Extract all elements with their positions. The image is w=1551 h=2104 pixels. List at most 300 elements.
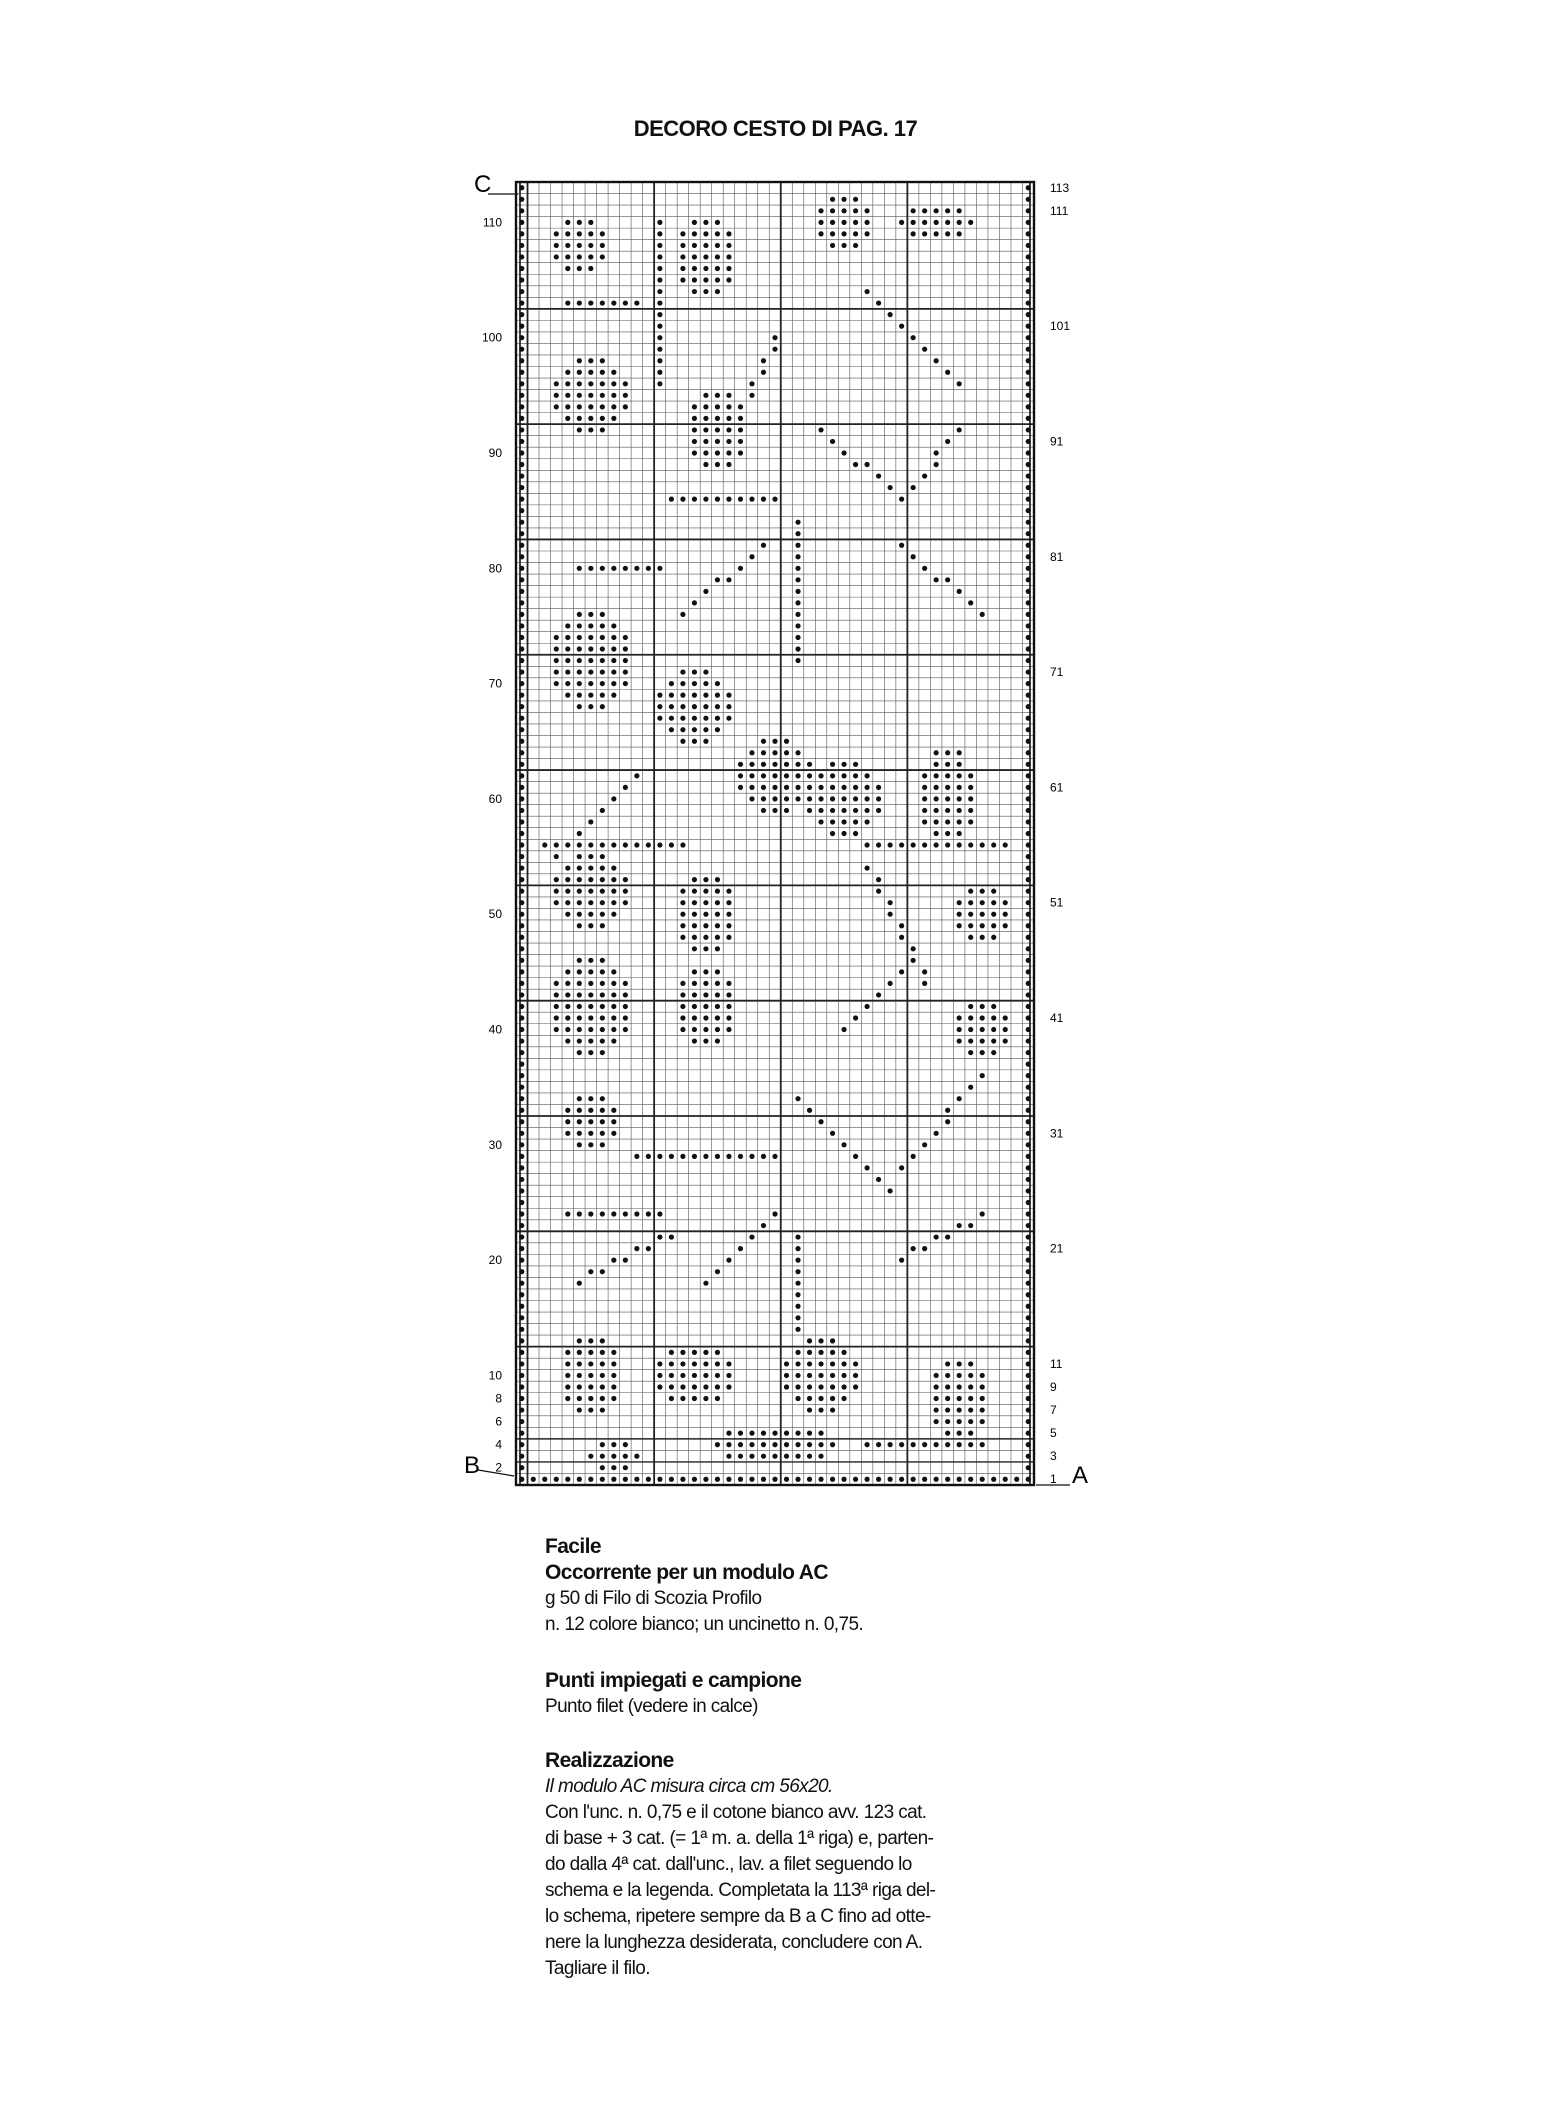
filled-square bbox=[818, 796, 823, 801]
filled-square bbox=[726, 497, 731, 502]
filled-square bbox=[623, 681, 628, 686]
filled-square bbox=[554, 393, 559, 398]
filled-square bbox=[957, 1096, 962, 1101]
filled-square bbox=[519, 324, 524, 329]
filled-square bbox=[715, 254, 720, 259]
filled-square bbox=[830, 197, 835, 202]
filled-square bbox=[807, 1407, 812, 1412]
filled-square bbox=[795, 1477, 800, 1482]
filled-square bbox=[784, 808, 789, 813]
filled-square bbox=[588, 646, 593, 651]
filled-square bbox=[980, 900, 985, 905]
filled-square bbox=[680, 1477, 685, 1482]
filled-square bbox=[519, 347, 524, 352]
filled-square bbox=[588, 819, 593, 824]
filled-square bbox=[726, 266, 731, 271]
filled-square bbox=[761, 796, 766, 801]
filled-square bbox=[957, 1442, 962, 1447]
filled-square bbox=[968, 1085, 973, 1090]
right-row-label: 113 bbox=[1050, 180, 1070, 195]
filled-square bbox=[957, 785, 962, 790]
filled-square bbox=[519, 981, 524, 986]
filled-square bbox=[1026, 646, 1031, 651]
filled-square bbox=[703, 1015, 708, 1020]
filled-square bbox=[519, 600, 524, 605]
filled-square bbox=[957, 1384, 962, 1389]
filled-square bbox=[680, 693, 685, 698]
filled-square bbox=[657, 716, 662, 721]
filled-square bbox=[600, 612, 605, 617]
filled-square bbox=[715, 969, 720, 974]
filled-square bbox=[646, 1246, 651, 1251]
filled-square bbox=[784, 1477, 789, 1482]
filled-square bbox=[600, 254, 605, 259]
filled-square bbox=[830, 1396, 835, 1401]
filled-square bbox=[772, 785, 777, 790]
filled-square bbox=[934, 808, 939, 813]
filled-square bbox=[818, 1442, 823, 1447]
filled-square bbox=[692, 427, 697, 432]
making-intro: Il modulo AC misura circa cm 56x20. bbox=[545, 1776, 833, 1797]
filled-square bbox=[1003, 912, 1008, 917]
filled-square bbox=[830, 208, 835, 213]
filled-square bbox=[623, 1211, 628, 1216]
filled-square bbox=[864, 289, 869, 294]
filled-square bbox=[795, 543, 800, 548]
filled-square bbox=[841, 1350, 846, 1355]
filled-square bbox=[577, 1108, 582, 1113]
filled-square bbox=[841, 773, 846, 778]
filled-square bbox=[692, 912, 697, 917]
filled-square bbox=[991, 1004, 996, 1009]
filled-square bbox=[692, 600, 697, 605]
filled-square bbox=[600, 1027, 605, 1032]
filled-square bbox=[680, 912, 685, 917]
filled-square bbox=[1026, 1050, 1031, 1055]
filled-square bbox=[692, 716, 697, 721]
filled-square bbox=[738, 427, 743, 432]
filled-square bbox=[519, 635, 524, 640]
filled-square bbox=[726, 427, 731, 432]
filled-square bbox=[830, 1477, 835, 1482]
filled-square bbox=[577, 1477, 582, 1482]
filled-square bbox=[726, 1384, 731, 1389]
filled-square bbox=[657, 277, 662, 282]
filled-square bbox=[841, 197, 846, 202]
filled-square bbox=[680, 716, 685, 721]
filled-square bbox=[715, 497, 720, 502]
filled-square bbox=[692, 693, 697, 698]
filled-square bbox=[957, 208, 962, 213]
filled-square bbox=[830, 1407, 835, 1412]
filled-square bbox=[600, 669, 605, 674]
filled-square bbox=[577, 1004, 582, 1009]
filled-square bbox=[519, 1154, 524, 1159]
filled-square bbox=[703, 981, 708, 986]
filled-square bbox=[818, 1477, 823, 1482]
filled-square bbox=[577, 404, 582, 409]
filled-square bbox=[703, 1361, 708, 1366]
filled-square bbox=[980, 1027, 985, 1032]
filled-square bbox=[588, 1038, 593, 1043]
filled-square bbox=[957, 1223, 962, 1228]
filled-square bbox=[922, 808, 927, 813]
right-row-label: 21 bbox=[1050, 1241, 1064, 1256]
filled-square bbox=[588, 1131, 593, 1136]
filled-square bbox=[899, 497, 904, 502]
filled-square bbox=[715, 1027, 720, 1032]
filled-square bbox=[577, 370, 582, 375]
filled-square bbox=[726, 254, 731, 259]
filled-square bbox=[588, 1211, 593, 1216]
filled-square bbox=[864, 865, 869, 870]
filled-square bbox=[577, 1211, 582, 1216]
filled-square bbox=[715, 220, 720, 225]
filled-square bbox=[1026, 1419, 1031, 1424]
filled-square bbox=[957, 1361, 962, 1366]
filled-square bbox=[588, 1477, 593, 1482]
filled-square bbox=[726, 704, 731, 709]
filled-square bbox=[761, 1477, 766, 1482]
filled-square bbox=[888, 1477, 893, 1482]
filled-square bbox=[519, 254, 524, 259]
filled-square bbox=[957, 1015, 962, 1020]
filled-square bbox=[600, 923, 605, 928]
filled-square bbox=[715, 393, 720, 398]
chart-filled-squares bbox=[519, 185, 1031, 1482]
filled-square bbox=[1026, 1442, 1031, 1447]
filled-square bbox=[715, 404, 720, 409]
filled-square bbox=[611, 669, 616, 674]
filled-square bbox=[646, 1211, 651, 1216]
materials-line: g 50 di Filo di Scozia Profilo bbox=[545, 1588, 762, 1609]
filled-square bbox=[841, 208, 846, 213]
filled-square bbox=[646, 1477, 651, 1482]
filled-square bbox=[657, 358, 662, 363]
filled-square bbox=[692, 231, 697, 236]
corner-label-c: C bbox=[474, 171, 492, 198]
filled-square bbox=[991, 1015, 996, 1020]
filled-square bbox=[761, 1442, 766, 1447]
filled-square bbox=[565, 865, 570, 870]
filled-square bbox=[749, 1477, 754, 1482]
filled-square bbox=[715, 1269, 720, 1274]
filled-square bbox=[841, 1396, 846, 1401]
filled-square bbox=[565, 1396, 570, 1401]
filled-square bbox=[749, 1234, 754, 1239]
filled-square bbox=[703, 889, 708, 894]
filled-square bbox=[1026, 750, 1031, 755]
filled-square bbox=[761, 543, 766, 548]
filled-square bbox=[715, 439, 720, 444]
filled-square bbox=[657, 381, 662, 386]
right-row-label: 41 bbox=[1050, 1010, 1064, 1025]
filled-square bbox=[795, 646, 800, 651]
filled-square bbox=[657, 1211, 662, 1216]
filled-square bbox=[715, 1015, 720, 1020]
filled-square bbox=[519, 1338, 524, 1343]
filled-square bbox=[554, 1477, 559, 1482]
filled-square bbox=[703, 589, 708, 594]
filled-square bbox=[1026, 981, 1031, 986]
filled-square bbox=[899, 1165, 904, 1170]
filled-square bbox=[784, 1442, 789, 1447]
filled-square bbox=[519, 1454, 524, 1459]
filled-square bbox=[749, 785, 754, 790]
filled-square bbox=[795, 577, 800, 582]
filled-square bbox=[577, 658, 582, 663]
filled-square bbox=[991, 912, 996, 917]
filled-square bbox=[554, 1004, 559, 1009]
filled-square bbox=[669, 1396, 674, 1401]
filled-square bbox=[565, 658, 570, 663]
filled-square bbox=[1026, 243, 1031, 248]
filled-square bbox=[911, 208, 916, 213]
filled-square bbox=[600, 958, 605, 963]
filled-square bbox=[588, 1407, 593, 1412]
filled-square bbox=[600, 1050, 605, 1055]
filled-square bbox=[864, 208, 869, 213]
filled-square bbox=[623, 1004, 628, 1009]
filled-square bbox=[519, 1477, 524, 1482]
filled-square bbox=[519, 220, 524, 225]
filled-square bbox=[888, 1188, 893, 1193]
filled-square bbox=[680, 1004, 685, 1009]
filled-square bbox=[703, 935, 708, 940]
filled-square bbox=[588, 1338, 593, 1343]
filled-square bbox=[1026, 1062, 1031, 1067]
filled-square bbox=[807, 1361, 812, 1366]
filled-square bbox=[853, 462, 858, 467]
filled-square bbox=[957, 750, 962, 755]
filled-square bbox=[623, 992, 628, 997]
filled-square bbox=[934, 831, 939, 836]
filled-square bbox=[945, 439, 950, 444]
filled-square bbox=[588, 370, 593, 375]
filled-square bbox=[772, 808, 777, 813]
filled-square bbox=[934, 842, 939, 847]
filled-square bbox=[968, 600, 973, 605]
filled-square bbox=[565, 1211, 570, 1216]
filled-square bbox=[623, 635, 628, 640]
filled-square bbox=[611, 796, 616, 801]
filled-square bbox=[1026, 958, 1031, 963]
filled-square bbox=[957, 1373, 962, 1378]
filled-square bbox=[600, 393, 605, 398]
filled-square bbox=[818, 1119, 823, 1124]
filled-square bbox=[588, 243, 593, 248]
filled-square bbox=[968, 1361, 973, 1366]
filled-square bbox=[588, 693, 593, 698]
filled-square bbox=[703, 1281, 708, 1286]
filled-square bbox=[1026, 693, 1031, 698]
filled-square bbox=[772, 1211, 777, 1216]
filled-square bbox=[715, 289, 720, 294]
filled-square bbox=[577, 865, 582, 870]
filled-square bbox=[623, 404, 628, 409]
filled-square bbox=[818, 1407, 823, 1412]
filled-square bbox=[577, 992, 582, 997]
filled-square bbox=[795, 600, 800, 605]
left-row-label: 100 bbox=[481, 330, 502, 345]
filled-square bbox=[1026, 923, 1031, 928]
filled-square bbox=[1003, 1027, 1008, 1032]
filled-square bbox=[588, 623, 593, 628]
filled-square bbox=[703, 877, 708, 882]
filled-square bbox=[692, 877, 697, 882]
filled-square bbox=[565, 1477, 570, 1482]
filled-square bbox=[703, 923, 708, 928]
filled-square bbox=[519, 1234, 524, 1239]
filled-square bbox=[588, 877, 593, 882]
filled-square bbox=[899, 1477, 904, 1482]
filled-square bbox=[692, 992, 697, 997]
filled-square bbox=[1026, 543, 1031, 548]
filled-square bbox=[577, 923, 582, 928]
filled-square bbox=[1026, 1292, 1031, 1297]
filled-square bbox=[876, 796, 881, 801]
filled-square bbox=[588, 1027, 593, 1032]
filled-square bbox=[1026, 231, 1031, 236]
filled-square bbox=[968, 1431, 973, 1436]
filled-square bbox=[726, 243, 731, 248]
filled-square bbox=[565, 693, 570, 698]
filled-square bbox=[715, 923, 720, 928]
filled-square bbox=[692, 739, 697, 744]
corner-label-a: A bbox=[1072, 1462, 1089, 1489]
filled-square bbox=[1026, 704, 1031, 709]
filled-square bbox=[911, 554, 916, 559]
filled-square bbox=[726, 231, 731, 236]
filled-square bbox=[841, 1027, 846, 1032]
filled-square bbox=[519, 1200, 524, 1205]
filled-square bbox=[519, 1223, 524, 1228]
filled-square bbox=[680, 1154, 685, 1159]
filled-square bbox=[864, 773, 869, 778]
filled-square bbox=[980, 1373, 985, 1378]
filled-square bbox=[715, 877, 720, 882]
filled-square bbox=[1026, 1315, 1031, 1320]
filled-square bbox=[853, 1477, 858, 1482]
filled-square bbox=[818, 773, 823, 778]
filled-square bbox=[1026, 623, 1031, 628]
filled-square bbox=[680, 842, 685, 847]
filled-square bbox=[945, 1407, 950, 1412]
filled-square bbox=[577, 612, 582, 617]
filled-square bbox=[991, 1050, 996, 1055]
filled-square bbox=[911, 946, 916, 951]
filled-square bbox=[577, 566, 582, 571]
filled-square bbox=[945, 1384, 950, 1389]
filled-square bbox=[519, 1258, 524, 1263]
filled-square bbox=[669, 1373, 674, 1378]
filled-square bbox=[818, 231, 823, 236]
filled-square bbox=[519, 566, 524, 571]
filled-square bbox=[669, 1154, 674, 1159]
stitches-heading: Punti impiegati e campione bbox=[545, 1669, 802, 1692]
filled-square bbox=[830, 808, 835, 813]
filled-square bbox=[577, 1119, 582, 1124]
filled-square bbox=[657, 842, 662, 847]
filled-square bbox=[1026, 612, 1031, 617]
making-line: nere la lunghezza desiderata, concludere con A. bbox=[545, 1932, 923, 1953]
making-heading: Realizzazione bbox=[545, 1749, 674, 1772]
filled-square bbox=[864, 796, 869, 801]
filled-square bbox=[680, 1350, 685, 1355]
filled-square bbox=[703, 1396, 708, 1401]
filled-square bbox=[715, 912, 720, 917]
filled-square bbox=[853, 197, 858, 202]
filled-square bbox=[864, 1165, 869, 1170]
filled-square bbox=[899, 1442, 904, 1447]
making-line: di base + 3 cat. (= 1ª m. a. della 1ª riga) e, parten- bbox=[545, 1828, 934, 1849]
filled-square bbox=[554, 1027, 559, 1032]
filled-square bbox=[957, 923, 962, 928]
filled-square bbox=[818, 1350, 823, 1355]
filled-square bbox=[1026, 358, 1031, 363]
filled-square bbox=[795, 554, 800, 559]
filled-square bbox=[611, 635, 616, 640]
filled-square bbox=[1026, 992, 1031, 997]
filled-square bbox=[876, 808, 881, 813]
filled-square bbox=[899, 324, 904, 329]
filled-square bbox=[588, 865, 593, 870]
filled-square bbox=[945, 1396, 950, 1401]
filled-square bbox=[519, 1327, 524, 1332]
filled-square bbox=[807, 1431, 812, 1436]
filled-square bbox=[600, 381, 605, 386]
filled-square bbox=[807, 808, 812, 813]
filled-square bbox=[611, 416, 616, 421]
filled-square bbox=[600, 1338, 605, 1343]
filled-square bbox=[703, 739, 708, 744]
filled-square bbox=[577, 358, 582, 363]
filled-square bbox=[864, 1004, 869, 1009]
filled-square bbox=[1003, 923, 1008, 928]
filled-square bbox=[715, 1361, 720, 1366]
filled-square bbox=[565, 842, 570, 847]
filled-square bbox=[588, 1361, 593, 1366]
filled-square bbox=[738, 773, 743, 778]
filled-square bbox=[772, 1477, 777, 1482]
filled-square bbox=[657, 1361, 662, 1366]
filled-square bbox=[738, 1477, 743, 1482]
filled-square bbox=[577, 1396, 582, 1401]
filled-square bbox=[600, 1269, 605, 1274]
filled-square bbox=[807, 1373, 812, 1378]
filled-square bbox=[1026, 1211, 1031, 1216]
filled-square bbox=[945, 773, 950, 778]
filled-square bbox=[554, 646, 559, 651]
filled-square bbox=[864, 1442, 869, 1447]
filled-square bbox=[623, 393, 628, 398]
filled-square bbox=[680, 1373, 685, 1378]
filled-square bbox=[1026, 716, 1031, 721]
filled-square bbox=[922, 347, 927, 352]
filled-square bbox=[841, 220, 846, 225]
filled-square bbox=[761, 497, 766, 502]
filled-square bbox=[577, 854, 582, 859]
right-row-label: 3 bbox=[1050, 1449, 1057, 1464]
filled-square bbox=[830, 1361, 835, 1366]
filled-square bbox=[600, 681, 605, 686]
filled-square bbox=[692, 935, 697, 940]
filled-square bbox=[588, 416, 593, 421]
filled-square bbox=[600, 969, 605, 974]
filled-square bbox=[692, 243, 697, 248]
filled-square bbox=[1026, 681, 1031, 686]
filled-square bbox=[991, 889, 996, 894]
